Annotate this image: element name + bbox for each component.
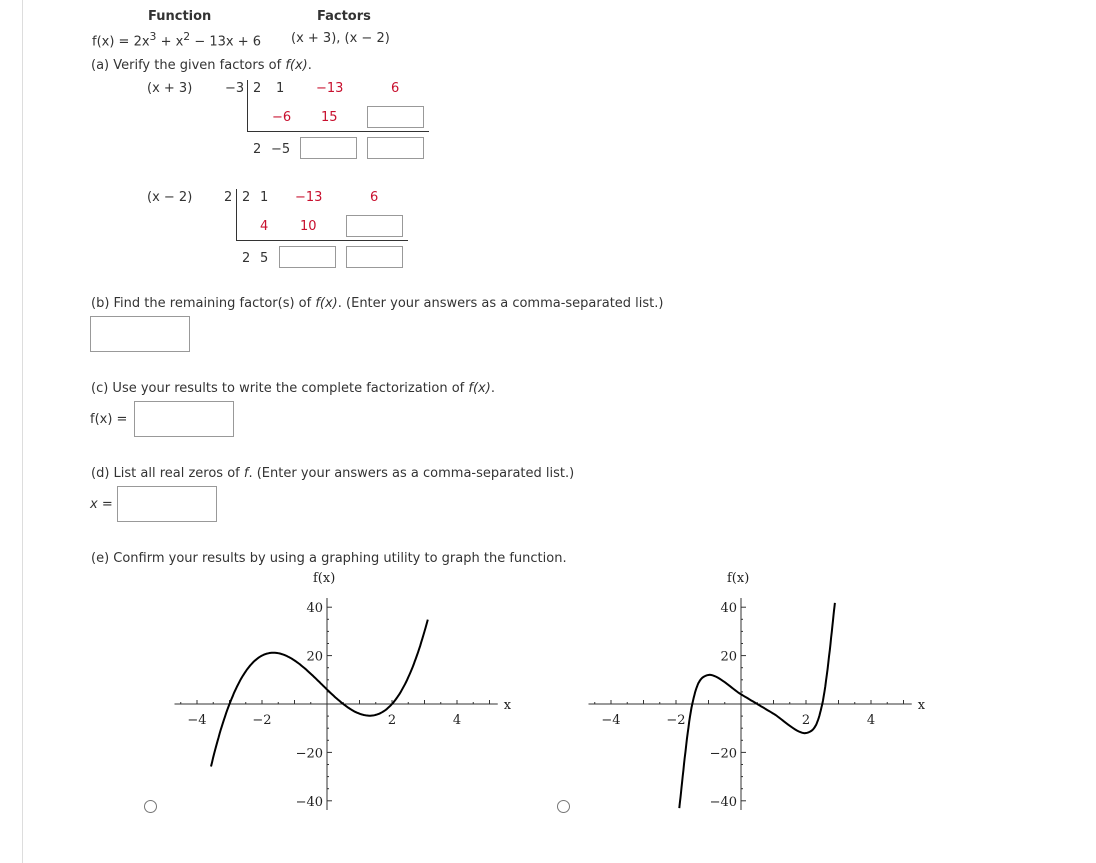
- div2-vertical-rule: [236, 189, 237, 241]
- div1-bottom-1: 2: [253, 142, 262, 157]
- div2-factor: (x − 2): [147, 190, 193, 205]
- div2-bottom-2: 5: [260, 251, 269, 266]
- part-c-prompt-pre: (c) Use your results to write the complete factorization of: [91, 381, 469, 396]
- div2-bottom-4-input[interactable]: [346, 246, 403, 268]
- div2-bottom-3-input[interactable]: [279, 246, 336, 268]
- div1-coeff-2: 1: [276, 81, 285, 96]
- x-tick-label: −4: [187, 713, 207, 728]
- div2-middle-3-input[interactable]: [346, 215, 403, 237]
- y-tick-label: −40: [295, 794, 323, 810]
- x-tick-label: −2: [666, 713, 686, 728]
- div1-bottom-4-input[interactable]: [367, 137, 424, 159]
- div1-bottom-3-input[interactable]: [300, 137, 357, 159]
- function-exp1: 3: [149, 30, 157, 43]
- y-axis-label: f(x): [727, 570, 750, 586]
- y-tick-label: 20: [306, 649, 323, 665]
- y-tick-label: 40: [306, 601, 323, 617]
- div1-middle-2: 15: [321, 110, 338, 125]
- part-b-prompt-pre: (b) Find the remaining factor(s) of: [91, 296, 316, 311]
- graph-option-2-chart: [564, 570, 934, 815]
- div1-bottom-2: −5: [271, 142, 291, 157]
- div1-root: −3: [225, 81, 245, 96]
- function-expression: [92, 30, 261, 49]
- y-tick-label: 40: [720, 601, 737, 617]
- x-tick-label: −4: [601, 713, 621, 728]
- x-tick-label: 4: [866, 713, 876, 728]
- x-tick-label: 2: [801, 713, 811, 728]
- factors-column-header: Factors: [317, 9, 371, 24]
- y-tick-label: −40: [709, 794, 737, 810]
- part-d-prompt-pre: (d) List all real zeros of: [91, 466, 244, 481]
- part-d-prompt-post: . (Enter your answers as a comma-separated list.): [248, 466, 575, 481]
- part-b-prompt: [91, 296, 663, 311]
- div1-vertical-rule: [247, 80, 248, 132]
- part-b-prompt-post: . (Enter your answers as a comma-separated list.): [337, 296, 664, 311]
- div2-middle-1: 4: [260, 219, 269, 234]
- div2-coeff-3: −13: [295, 190, 323, 205]
- part-a-prompt: [91, 58, 312, 73]
- y-tick-label: −20: [709, 746, 737, 762]
- part-a-prompt-pre: (a) Verify the given factors of: [91, 58, 286, 73]
- part-c-prompt-fx: f(x): [468, 381, 491, 396]
- left-border-rule: [22, 0, 23, 863]
- part-b-prompt-fx: f(x): [315, 296, 338, 311]
- x-axis-label: x: [503, 698, 512, 713]
- div2-root: 2: [224, 190, 233, 205]
- graph-option-1-chart: [150, 570, 520, 815]
- remaining-factors-input[interactable]: [90, 316, 190, 352]
- function-mid: + x: [156, 34, 184, 50]
- part-c-prompt-post: .: [490, 381, 495, 396]
- part-a-prompt-fx: f(x): [285, 58, 308, 73]
- div1-factor: (x + 3): [147, 81, 193, 96]
- function-exp2: 2: [183, 30, 191, 43]
- y-tick-label: −20: [295, 746, 323, 762]
- factors-expression: (x + 3), (x − 2): [291, 31, 390, 46]
- div1-coeff-4: 6: [391, 81, 400, 96]
- factorization-input[interactable]: [134, 401, 234, 437]
- div1-middle-1: −6: [272, 110, 292, 125]
- x-tick-label: 2: [387, 713, 397, 728]
- div2-coeff-1: 2: [242, 190, 251, 205]
- div1-middle-3-input[interactable]: [367, 106, 424, 128]
- y-tick-label: 20: [720, 649, 737, 665]
- function-curve: [679, 603, 835, 808]
- function-tail: − 13x + 6: [190, 34, 262, 50]
- part-a-prompt-post: .: [307, 58, 312, 73]
- div1-horizontal-rule: [247, 131, 429, 132]
- function-column-header: Function: [148, 9, 212, 24]
- function-lead: f(x) = 2x: [92, 34, 150, 50]
- zeros-label: x =: [90, 497, 113, 512]
- part-d-prompt: [91, 466, 574, 481]
- x-tick-label: 4: [452, 713, 462, 728]
- div1-coeff-3: −13: [316, 81, 344, 96]
- div1-coeff-1: 2: [253, 81, 262, 96]
- div2-coeff-2: 1: [260, 190, 269, 205]
- div2-middle-2: 10: [300, 219, 317, 234]
- x-tick-label: −2: [252, 713, 272, 728]
- part-e-prompt: (e) Confirm your results by using a graphing utility to graph the function.: [91, 551, 567, 566]
- x-axis-label: x: [917, 698, 926, 713]
- part-d-prompt-f: f: [243, 466, 249, 481]
- factorization-label: f(x) =: [90, 412, 128, 427]
- zeros-input[interactable]: [117, 486, 217, 522]
- div2-bottom-1: 2: [242, 251, 251, 266]
- div2-coeff-4: 6: [370, 190, 379, 205]
- part-c-prompt: [91, 381, 495, 396]
- div2-horizontal-rule: [236, 240, 408, 241]
- y-axis-label: f(x): [313, 570, 336, 586]
- function-curve: [211, 620, 428, 767]
